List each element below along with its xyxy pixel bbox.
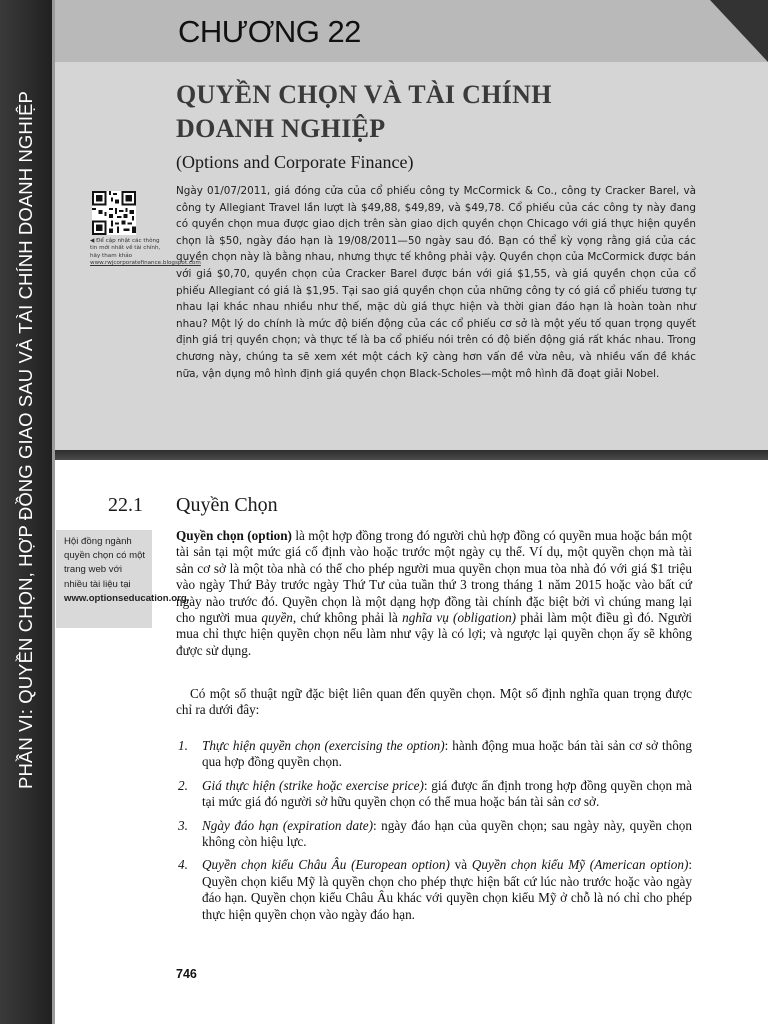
qr-note [90, 238, 201, 268]
definition-term: Giá thực hiện (strike hoặc exercise price) [202, 777, 424, 793]
chapter-label: CHƯƠNG 22 [178, 14, 361, 49]
paragraph-1-italic-obligation: nghĩa vụ (obligation) [402, 610, 517, 626]
chapter-title-line-1: QUYỀN CHỌN VÀ TÀI CHÍNH [176, 80, 552, 109]
chapter-title-line-2: DOANH NGHIỆP [176, 114, 386, 143]
chapter-intro-paragraph: Ngày 01/07/2011, giá đóng cửa của cổ phiếu công ty McCormick & Co., công ty Cracker Barel, và công ty Allegiant Travel lần lượt là $49,88, $49,89, và $49,78. Cổ phiếu của các công ty này đang có quyền chọn mua được giao dịch trên sàn giao dịch quyền chọn Chicago với giá thực hiện quyền chọn là $50, ngày đáo hạn là 19/08/2011—50 ngày sau đó. Bạn có thể kỳ vọng rằng giá của các quyền chọn này là bằng nhau, nhưng thực tế không phải vậy. Quyền chọn của McCormick được bán với giá $0,70, quyền chọn của Cracker Barel được bán với giá $1,55, và giá quyền chọn của cổ phiếu Allegiant có giá là $1,95. Tại sao giá quyền chọn của những công ty có giá cổ phiếu tương tự nhau lại khác nhau nhiều như thế, mặc dù giá thực hiện và thời gian đáo hạn là hoàn toàn như nhau? Một lý do chính là mức độ biến động của các cổ phiếu cơ sở là một yếu tố quan trọng quyết định giá trị quyền chọn; và thực tế là ba cổ phiếu nói trên có độ biến động giá rất khác nhau. Trong chương này, chúng ta sẽ xem xét một cách kỹ càng hơn vấn đề vừa nêu, và nhiều vấn đề khác nữa, vận dụng mô hình định giá quyền chọn Black-Scholes—một mô hình đã đoạt giải Nobel. [176, 185, 696, 380]
definition-term: Thực hiện quyền chọn (exercising the option) [202, 738, 445, 753]
part-title-vertical: PHẦN VI: QUYỀN CHỌN, HỢP ĐỒNG GIAO SAU VÀ TÀI CHÍNH DOANH NGHIỆP [15, 91, 36, 789]
definition-term-2: Quyền chọn kiểu Mỹ (American option) [471, 857, 689, 873]
section-number: 22.1 [108, 494, 143, 516]
qr-note-link[interactable]: www.rwjcorporatefinance.blogspot.com [90, 260, 201, 267]
definition-connector: và [449, 857, 472, 873]
margin-note-text: Hội đồng ngành quyền chọn có một trang web với nhiều tài liệu tại [64, 536, 146, 590]
definition-term: Quyền chọn kiểu Châu Âu (European option) [202, 857, 450, 873]
paragraph-1-text-b: , chứ không phải là [292, 610, 403, 626]
chapter-subtitle: (Options and Corporate Finance) [176, 152, 414, 172]
section-title: Quyền Chọn [176, 494, 278, 516]
definition-item [176, 818, 692, 851]
definition-term: Ngày đáo hạn (expiration date) [202, 817, 373, 833]
definition-number: 2. [178, 777, 188, 793]
body-paragraph-2: Có một số thuật ngữ đặc biệt liên quan đến quyền chọn. Một số định nghĩa quan trọng được chỉ ra dưới đây: [176, 686, 692, 718]
definition-item [176, 778, 692, 811]
qr-code-icon [92, 191, 136, 235]
margin-note [56, 530, 190, 628]
definition-item [176, 738, 692, 771]
chapter-title [176, 78, 696, 146]
definition-item [176, 857, 692, 923]
paragraph-1-italic-right: quyền [261, 610, 293, 626]
definitions-list [176, 738, 692, 930]
qr-note-arrow-icon: ◀ [90, 238, 97, 244]
definition-number: 3. [178, 817, 188, 833]
panel-bottom-rule [55, 450, 768, 460]
body-paragraph-1 [176, 528, 692, 659]
margin-note-link[interactable]: www.optionseducation.org. [64, 592, 190, 604]
definition-text: : Quyền chọn kiểu Mỹ là quyền chọn cho phép thực hiện bất cứ lúc nào trước hoặc vào ngày đáo hạn. Quyền chọn kiểu Châu Âu khác với quyền chọn kiểu Mỹ ở chỗ là nó chỉ cho phép thực hiện quyền chọn vào ngày đáo hạn. [202, 857, 693, 922]
definition-text: : ngày đáo hạn của quyền chọn; sau ngày này, quyền chọn không còn hiệu lực. [202, 817, 692, 850]
page-number: 746 [176, 967, 197, 981]
qr-note-text: Để cập nhật các thông tin mới nhất về tài chính, hãy tham khảo [90, 238, 161, 259]
header-corner-decoration [710, 0, 768, 62]
definition-number: 1. [178, 738, 188, 753]
paragraph-1-text-a: là một hợp đồng trong đó người chủ hợp đồng có quyền mua hoặc bán một tài sản tại một mức giá cố định vào hoặc trước một ngày cụ thể. Ví dụ, một quyền chọn mà tài sản cơ sở là một tòa nhà có thể cho phép người mua quyền chọn mua tòa nhà đó với giá $1 triệu vào ngày Thứ Bảy trước ngày Thứ Tư của tuần thứ 3 trong tháng 1 năm 2015 hoặc vào bất cứ ngày nào trước đó. Quyền chọn là một dạng hợp đồng tài chính đặc biệt bởi vì chúng mang lại cho người mua [176, 528, 692, 626]
chapter-header-bar [55, 0, 768, 62]
definition-number: 4. [178, 857, 188, 873]
option-term: Quyền chọn (option) [176, 528, 292, 543]
paragraph-1-text-c: phải làm một điều gì đó. Người mua chỉ thực hiện quyền chọn nếu làm như vậy là có lợi; và ngược lại quyền chọn ấy sẽ không được sử dụng. [176, 610, 692, 658]
definition-text: : giá được ấn định trong hợp đồng quyền chọn mà tại mức giá đó người sở hữu quyền chọn có thể mua hoặc bán tài sản cơ sở. [202, 777, 692, 810]
definition-text: : hành động mua hoặc bán tài sản cơ sở thông qua hợp đồng quyền chọn. [202, 738, 692, 770]
